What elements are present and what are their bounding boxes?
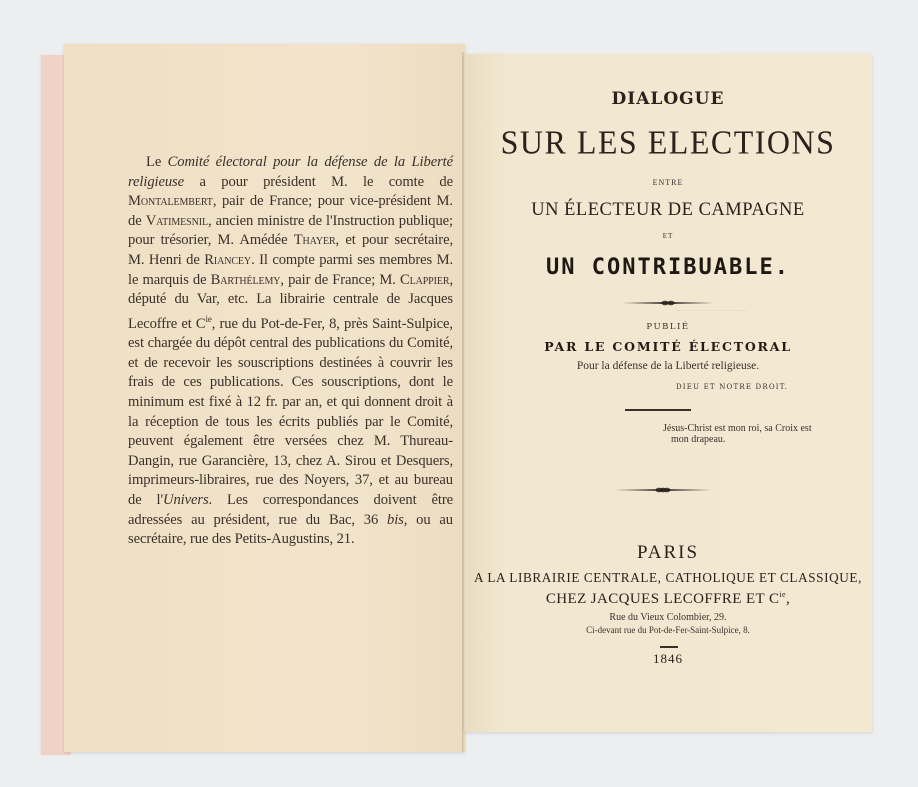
- notice-segment: ie: [205, 313, 212, 324]
- epigraph: [663, 423, 843, 445]
- title-sur-les-elections: SUR LES ELECTIONS: [500, 123, 836, 161]
- notice-segment: Clappier: [399, 271, 450, 288]
- notice-segment: , rue du Pot-de-Fer, 8, près Saint-Sulpice, est chargée du dépôt central des publications du Comité, et de recevoir les souscriptions destinées à couvrir les frais de ces publications. Ces souscriptions, dont le minimum est fixé à 12 fr. par an, et qui donnent droit à la réception de tous les écrits publiés par le Comité, peuvent également être versées chez M. Thureau-Dangin, rue Garancière, 13, chez A. Sirou et Desquers, imprimeurs-libraires, rue des Noyers, 37, et au bureau de l': [128, 315, 453, 508]
- connector-et: ET: [662, 232, 674, 240]
- imprint-former-address: Ci-devant rue du Pot-de-Fer-Saint-Sulpice, 8.: [586, 625, 750, 635]
- ornamental-divider-bottom: [615, 486, 711, 494]
- imprint-address: Rue du Vieux Colombier, 29.: [609, 612, 727, 623]
- notice-segment: Vatimesnil: [145, 212, 209, 229]
- imprint-city: PARIS: [636, 542, 700, 563]
- notice-segment: Riancey: [204, 251, 252, 268]
- publisher-subtitle: Pour la défense de la Liberté religieuse.: [576, 360, 760, 372]
- imprint-publisher-sup: ie: [779, 590, 786, 599]
- notice-segment: . Les correspondances doivent être adressées au président, rue du Bac, 36: [128, 491, 454, 528]
- notice-segment: , pair de France; pour vice-président M. de: [128, 193, 453, 229]
- notice-segment: a pour président M. le comte de: [184, 173, 453, 190]
- show-through-text: ────────────: [676, 307, 748, 312]
- device-motto: DIEU ET NOTRE DROIT.: [676, 383, 789, 391]
- title-dialogue: DIALOGUE: [611, 89, 725, 109]
- notice-segment: Univers: [163, 491, 209, 508]
- notice-segment: Barthélemy: [210, 271, 281, 288]
- notice-segment: , pair de France; M.: [280, 271, 400, 288]
- notice-segment: , ancien ministre de l'Instruction publique; pour trésorier, M. Amédée: [128, 212, 454, 249]
- imprint-publisher-end: ,: [785, 591, 791, 607]
- publisher-name: PAR LE COMITÉ ÉLECTORAL: [544, 339, 792, 354]
- committee-notice: [128, 153, 453, 550]
- published-label: PUBLIÉ: [646, 322, 690, 332]
- notice-segment: , député du Var, etc. La librairie centrale de Jacques Lecoffre et C: [128, 271, 453, 332]
- short-rule: [625, 409, 691, 411]
- imprint-publisher-name: CHEZ JACQUES LECOFFRE ET C: [545, 591, 780, 607]
- publication-year: 1846: [653, 651, 683, 666]
- notice-segment: Montalembert: [128, 193, 213, 210]
- notice-segment: . Il compte parmi ses membres M. le marquis de: [128, 251, 454, 288]
- notice-segment: Comité électoral pour la défense de la Liberté religieuse: [128, 154, 453, 190]
- imprint-bookshop: A LA LIBRAIRIE CENTRALE, CATHOLIQUE ET CLASSIQUE,: [474, 570, 862, 585]
- year-rule: [660, 646, 678, 648]
- epigraph-line-2: mon drapeau.: [671, 434, 726, 445]
- ornamental-divider-top: [622, 299, 714, 307]
- notice-segment: Le: [146, 154, 168, 170]
- committee-notice-paragraph: [128, 153, 453, 550]
- party-electeur: UN ÉLECTEUR DE CAMPAGNE: [531, 200, 805, 220]
- imprint-publisher: [464, 590, 872, 608]
- notice-segment: bis: [387, 511, 404, 528]
- connector-entre: ENTRE: [652, 178, 684, 187]
- notice-segment: , ou au secrétaire, rue des Petits-Augustins, 21.: [128, 511, 453, 548]
- notice-segment: Thayer: [293, 232, 336, 249]
- epigraph-line-1: Jésus-Christ est mon roi, sa Croix est: [663, 423, 812, 434]
- notice-segment: , et pour secrétaire, M. Henri de: [128, 232, 453, 268]
- party-contribuable: UN CONTRIBUABLE.: [546, 255, 790, 280]
